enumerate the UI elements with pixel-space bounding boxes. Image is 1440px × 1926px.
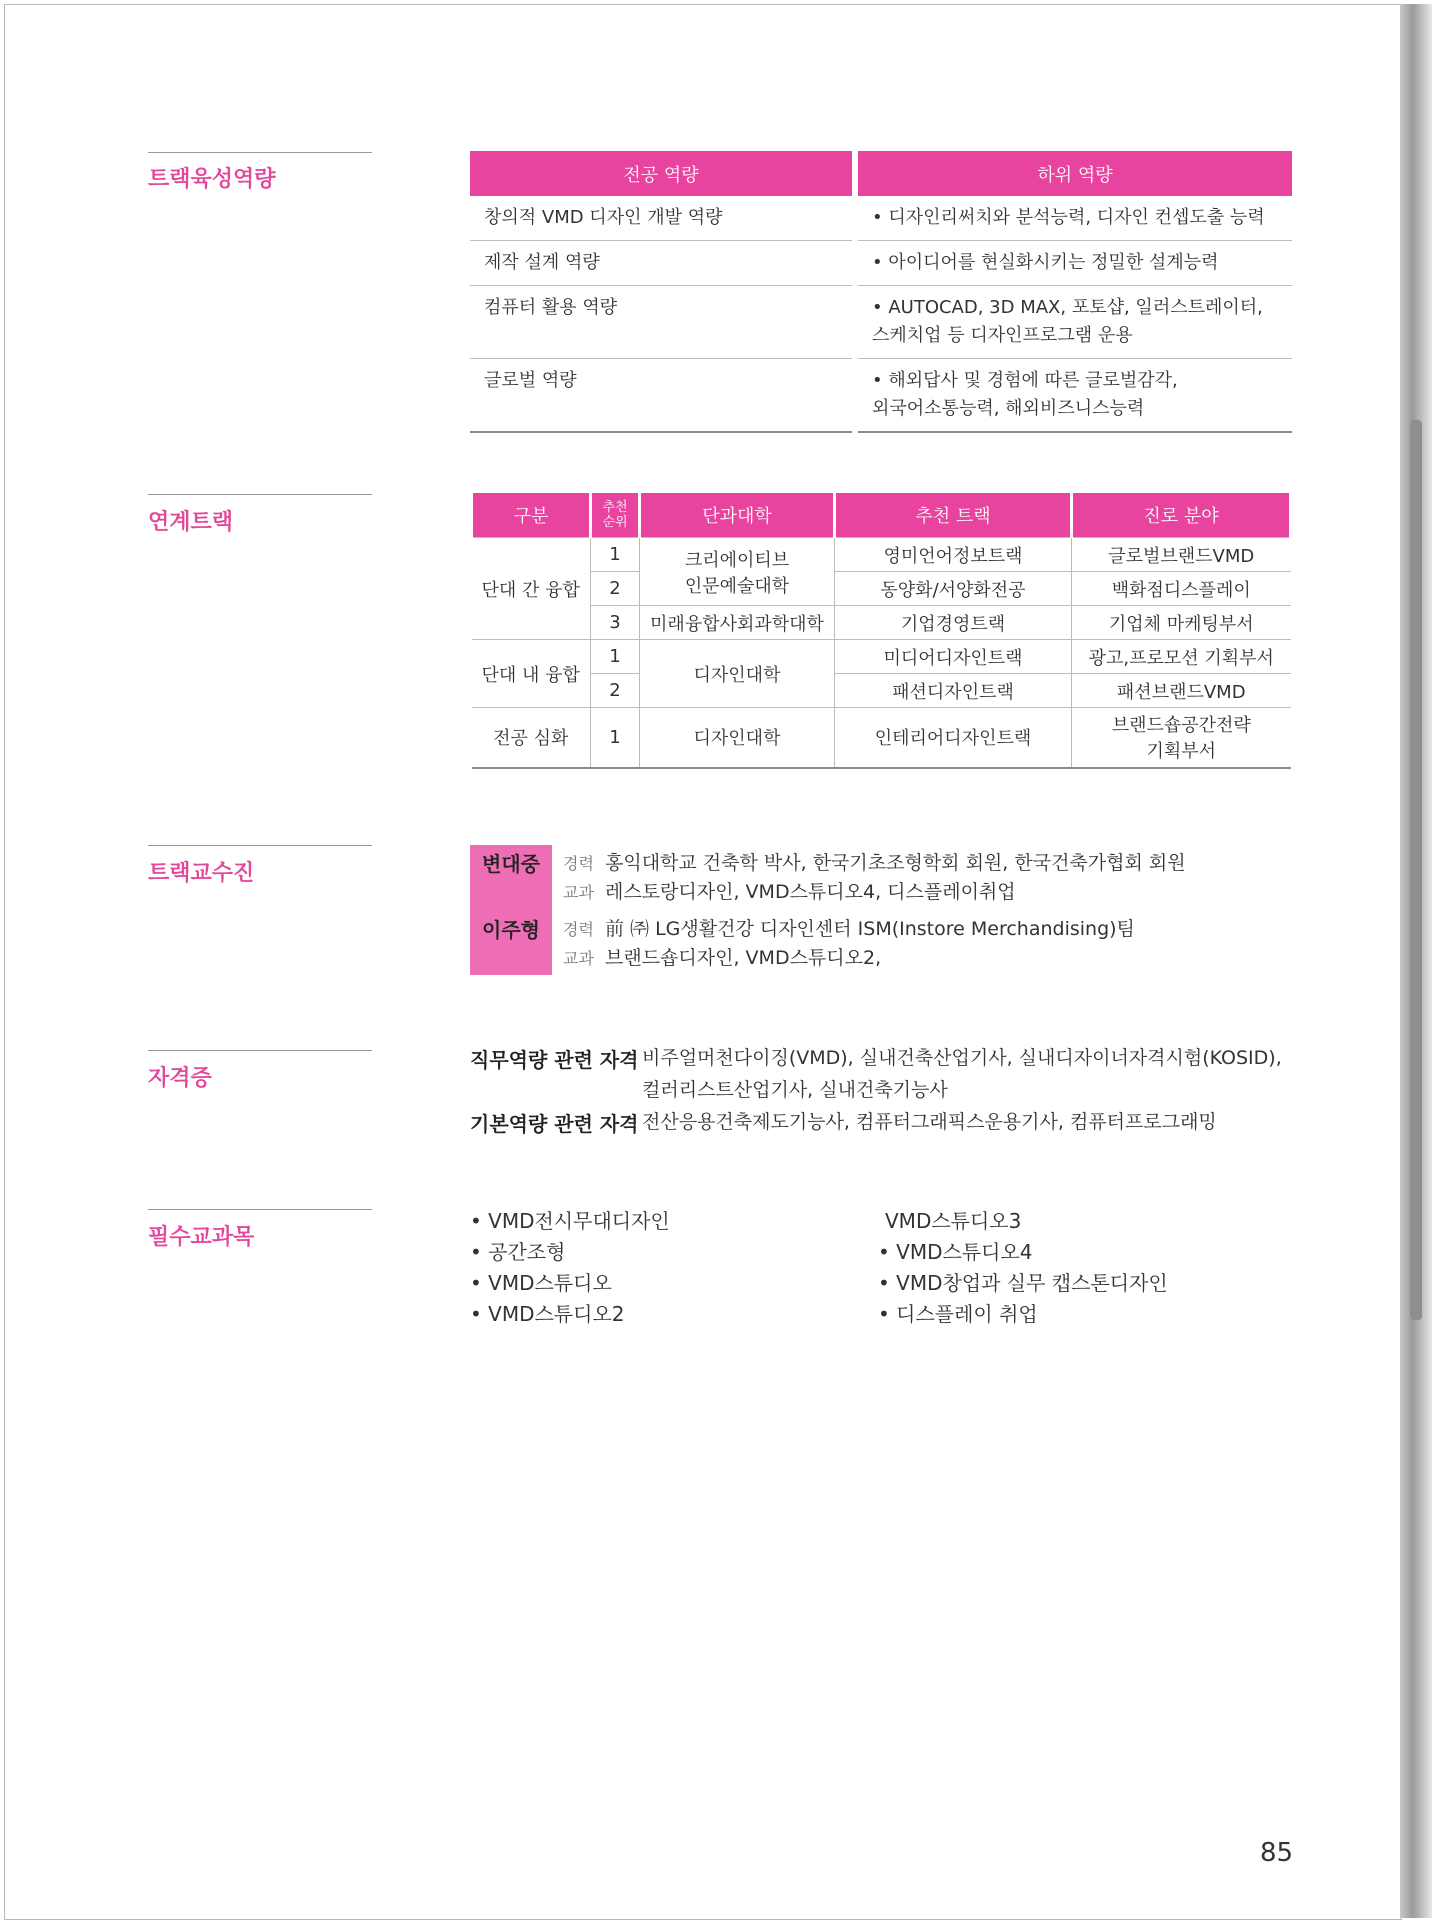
cert-line: 컬러리스트산업기사, 실내건축기능사 <box>642 1079 948 1101</box>
table-row <box>470 196 1292 241</box>
major-cell: 컴퓨터 활용 역량 <box>470 286 852 359</box>
college-cell: 디자인대학 <box>640 708 835 768</box>
sub-cell <box>858 359 1292 433</box>
table-row <box>470 359 1292 433</box>
rank-cell: 2 <box>591 674 640 708</box>
career-label: 경력 <box>563 854 594 873</box>
course-item: • 디스플레이 취업 <box>878 1302 1038 1326</box>
career-cell: 광고,프로모션 기획부서 <box>1072 640 1291 674</box>
section-title-faculty: 트랙교수진 <box>148 861 255 886</box>
professor-name: 이주형 <box>482 918 540 942</box>
sub-cell: • 아이디어를 현실화시키는 정밀한 설계능력 <box>858 241 1292 286</box>
sub-line: • AUTOCAD, 3D MAX, 포토샵, 일러스트레이터, <box>872 297 1263 318</box>
header-rank <box>591 493 640 538</box>
header-sub-competency: 하위 역량 <box>858 151 1292 196</box>
course-item: • VMD창업과 실무 캡스톤디자인 <box>878 1271 1168 1295</box>
scrollbar[interactable] <box>1410 420 1422 1320</box>
college-cell <box>640 538 835 606</box>
basic-cert-list <box>642 1106 1282 1138</box>
job-cert-label: 직무역량 관련 자격 <box>470 1048 639 1072</box>
course-label: 교과 <box>563 883 594 902</box>
section-divider <box>148 494 372 495</box>
section-title-linked-track: 연계트랙 <box>148 510 234 535</box>
section-divider <box>148 152 372 153</box>
course-text: 레스토랑디자인, VMD스튜디오4, 디스플레이취업 <box>605 881 1016 903</box>
header-category: 구분 <box>472 493 591 538</box>
major-cell: 글로벌 역량 <box>470 359 852 433</box>
college-line: 인문예술대학 <box>684 575 790 597</box>
career-text: 前 ㈜ LG생활건강 디자인센터 ISM(Instore Merchandising)팀 <box>605 918 1135 940</box>
course-text: 브랜드숍디자인, VMD스튜디오2, <box>605 947 882 969</box>
career-line: 기획부서 <box>1146 741 1217 763</box>
section-divider <box>148 1209 372 1210</box>
sub-line: • 해외답사 및 경험에 따른 글로벌감각, <box>872 370 1178 391</box>
course-item: • 공간조형 <box>470 1240 566 1264</box>
rank-cell: 3 <box>591 606 640 640</box>
career-cell: 백화점디스플레이 <box>1072 572 1291 606</box>
section-title-required-courses: 필수교과목 <box>148 1225 255 1250</box>
rank-cell: 1 <box>591 708 640 768</box>
section-divider <box>148 845 372 846</box>
major-cell: 창의적 VMD 디자인 개발 역량 <box>470 196 852 241</box>
track-cell: 영미언어정보트랙 <box>835 538 1072 572</box>
career-cell: 기업체 마케팅부서 <box>1072 606 1291 640</box>
professor-name: 변대중 <box>482 852 540 876</box>
basic-cert-label: 기본역량 관련 자격 <box>470 1112 639 1136</box>
career-label: 경력 <box>563 920 594 939</box>
course-item: VMD스튜디오3 <box>885 1209 1022 1233</box>
group-cell: 전공 심화 <box>472 708 591 768</box>
group-cell: 단대 내 융합 <box>472 640 591 708</box>
table-row <box>472 674 1291 708</box>
header-major-competency: 전공 역량 <box>470 151 852 196</box>
career-cell: 글로벌브랜드VMD <box>1072 538 1291 572</box>
course-item: • VMD스튜디오 <box>470 1271 612 1295</box>
college-line: 크리에이티브 <box>684 549 790 571</box>
header-track: 추천 트랙 <box>835 493 1072 538</box>
college-cell: 디자인대학 <box>640 640 835 708</box>
career-line: 브랜드숍공간전략 <box>1111 715 1251 737</box>
rank-cell: 1 <box>591 640 640 674</box>
group-cell: 단대 간 융합 <box>472 538 591 640</box>
section-divider <box>148 1050 372 1051</box>
career-cell: 패션브랜드VMD <box>1072 674 1291 708</box>
section-title-certificates: 자격증 <box>148 1066 212 1091</box>
track-cell: 패션디자인트랙 <box>835 674 1072 708</box>
job-cert-list <box>642 1042 1282 1106</box>
career-text: 홍익대학교 건축학 박사, 한국기초조형학회 회원, 한국건축가협회 회원 <box>605 852 1186 874</box>
table-row <box>470 286 1292 359</box>
table-row <box>470 241 1292 286</box>
table-row <box>472 640 1291 674</box>
table-row <box>472 572 1291 606</box>
table-row <box>472 708 1291 768</box>
header-career: 진로 분야 <box>1072 493 1291 538</box>
header-rank-line: 추천 <box>602 500 628 515</box>
linked-track-table <box>470 493 1292 769</box>
track-cell: 인테리어디자인트랙 <box>835 708 1072 768</box>
career-cell <box>1072 708 1291 768</box>
header-college: 단과대학 <box>640 493 835 538</box>
sub-line: 외국어소통능력, 해외비즈니스능력 <box>872 398 1145 419</box>
sub-cell: • 디자인리써치와 분석능력, 디자인 컨셉도출 능력 <box>858 196 1292 241</box>
cert-line: 전산응용건축제도기능사, 컴퓨터그래픽스운용기사, 컴퓨터프로그래밍 <box>642 1111 1217 1133</box>
section-title-track-competency: 트랙육성역량 <box>148 167 276 192</box>
table-row <box>472 606 1291 640</box>
cert-line: 비주얼머천다이징(VMD), 실내건축산업기사, 실내디자이너자격시험(KOSID), <box>642 1047 1282 1069</box>
course-label: 교과 <box>563 949 594 968</box>
course-item: • VMD스튜디오4 <box>878 1240 1033 1264</box>
track-cell: 기업경영트랙 <box>835 606 1072 640</box>
header-rank-line: 순위 <box>602 515 628 530</box>
rank-cell: 1 <box>591 538 640 572</box>
college-cell: 미래융합사회과학대학 <box>640 606 835 640</box>
course-item: • VMD전시무대디자인 <box>470 1209 670 1233</box>
sub-cell <box>858 286 1292 359</box>
sub-line: 스케치업 등 디자인프로그램 운용 <box>872 325 1133 346</box>
course-item: • VMD스튜디오2 <box>470 1302 625 1326</box>
rank-cell: 2 <box>591 572 640 606</box>
page-number: 85 <box>1260 1838 1294 1868</box>
major-cell: 제작 설계 역량 <box>470 241 852 286</box>
track-cell: 미디어디자인트랙 <box>835 640 1072 674</box>
table-row <box>472 538 1291 572</box>
track-cell: 동양화/서양화전공 <box>835 572 1072 606</box>
competency-table <box>470 151 1292 433</box>
